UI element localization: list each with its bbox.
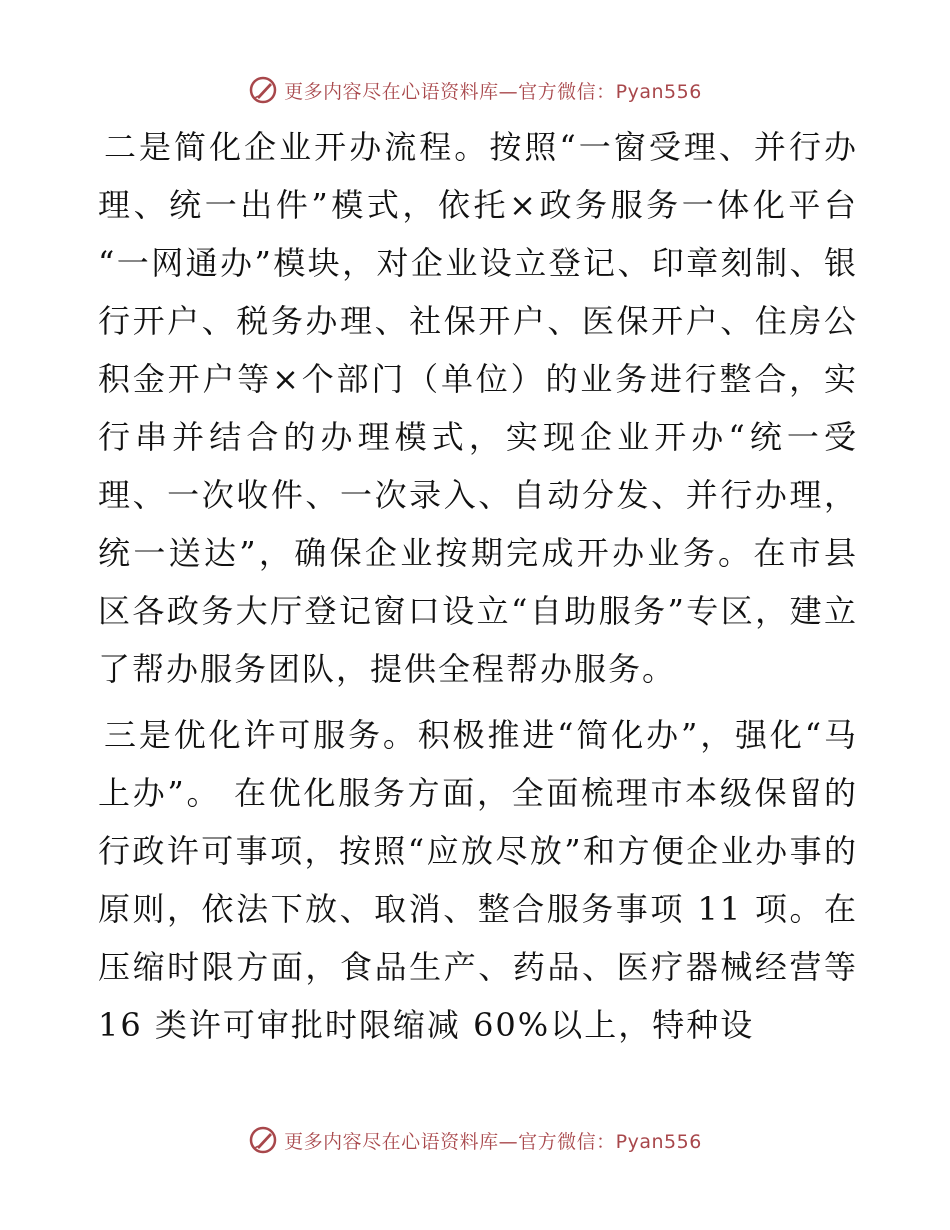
footer-watermark-banner xyxy=(0,1120,950,1160)
document-body xyxy=(98,118,858,1054)
header-banner-text: 更多内容尽在心语资料库—官方微信：Pyan556 xyxy=(284,80,702,103)
header-watermark-banner xyxy=(0,70,950,110)
paragraph-simplify-enterprise-setup: 二是简化企业开办流程。按照“一窗受理、并行办理、统一出件”模式，依托×政务服务一体化平台 “一网通办”模块，对企业设立登记、印章刻制、银行开户、税务办理、社保开户、医保开户、住房公积金开户等×个部门（单位）的业务进行整合，实行串并结合的办理模式，实现企业开办“统一受理、一次收件、一次录入、自动分发、并行办理，统一送达”，确保企业按期完成开办业务。在市县区各政务大厅登记窗口设立“自助服务”专区，建立了帮办服务团队，提供全程帮办服务。 xyxy=(98,128,858,688)
quill-badge-icon xyxy=(248,1125,278,1155)
footer-banner-text: 更多内容尽在心语资料库—官方微信：Pyan556 xyxy=(284,1130,702,1153)
paragraph-optimize-permit-service: 三是优化许可服务。积极推进“简化办”，强化“马上办”。 在优化服务方面，全面梳理市本级保留的行政许可事项，按照“应放尽放”和方便企业办事的原则，依法下放、取消、整合服务事项 11 项。在压缩时限方面，食品生产、药品、医疗器械经营等 16 类许可审批时限缩减 60%以上，特种设 xyxy=(98,716,858,1044)
quill-badge-icon xyxy=(248,75,278,105)
